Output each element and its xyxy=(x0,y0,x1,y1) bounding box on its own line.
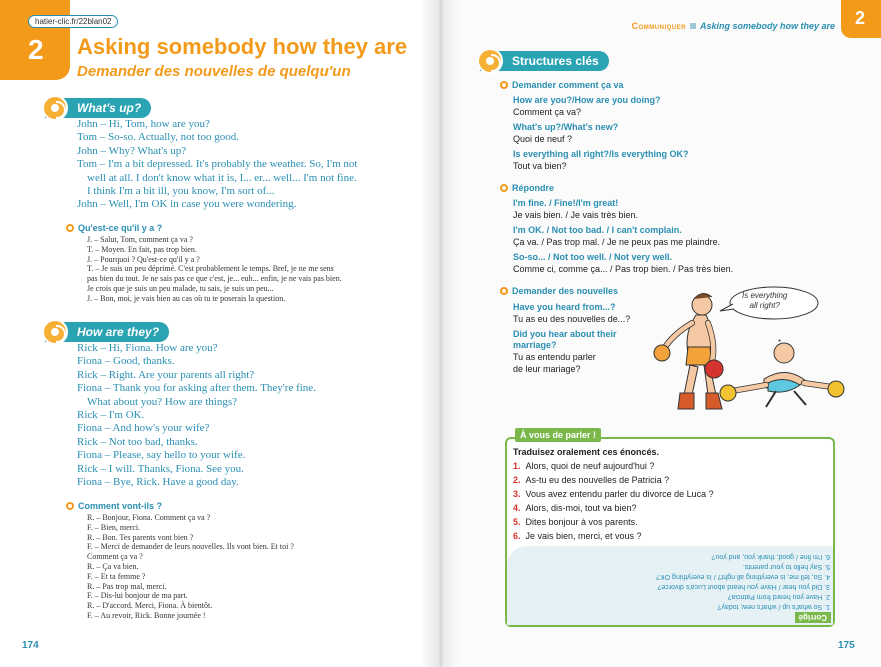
exercise-item xyxy=(513,475,669,485)
dialog-how-are-they xyxy=(77,342,316,489)
dialog-line: John – Hi, Tom, how are you? xyxy=(77,118,210,130)
page-number-left: 174 xyxy=(22,640,39,651)
speaking-exercise-label: À vous de parler ! xyxy=(515,428,601,442)
page-title: Asking somebody how they are xyxy=(77,34,408,59)
dialog-line: Tom – I'm a bit depressed. It's probably the weather. So, I'm not xyxy=(77,158,358,171)
structures-title-text: Structures clés xyxy=(512,54,599,68)
url-link[interactable]: hatier-clic.fr/22blan02 xyxy=(28,15,118,28)
dialog-line: Fiona – Good, thanks. xyxy=(77,355,175,368)
bullet-icon xyxy=(500,184,508,192)
structure-en: How are you?/How are you doing? xyxy=(513,95,661,105)
group-heading xyxy=(500,183,554,193)
group-heading-text: Répondre xyxy=(512,183,555,193)
translation-whats-up xyxy=(87,235,342,304)
item-text: Alors, dis-moi, tout va bien? xyxy=(525,503,637,513)
answer-key-label: Corrigé xyxy=(795,612,831,623)
left-page xyxy=(0,0,440,667)
section-title-whats-up[interactable] xyxy=(45,98,151,118)
item-text: Alors, quoi de neuf aujourd'hui ? xyxy=(525,461,655,471)
item-text: Je vais bien, merci, et vous ? xyxy=(525,531,642,541)
structure-en: Have you heard from...? xyxy=(513,302,616,312)
translation-line: T. – Je suis un peu déprimé. C'est probablement le temps. Bref, je ne me sens xyxy=(87,264,334,274)
item-number: 4. xyxy=(513,503,521,513)
structure-fr: Tu as entendu parler xyxy=(513,352,596,362)
dialog-line: Rick – Not too bad, thanks. xyxy=(77,435,198,448)
answer-line: 2. Have you heard from Patricia? xyxy=(727,593,830,600)
dialog-line: What about you? How are things? xyxy=(87,395,237,408)
dialog-line: Rick – Right. Are your parents all right? xyxy=(77,368,255,381)
translation-line: Comment ça va ? xyxy=(87,552,143,562)
exercise-item xyxy=(513,489,714,499)
answer-key-upside-down xyxy=(507,546,833,625)
section-title-text: What's up? xyxy=(77,101,142,115)
group-heading-text: Demander des nouvelles xyxy=(512,286,619,296)
answer-line: 6. I'm fine / good, thank you, and you? xyxy=(711,553,830,560)
translation-heading-text: Comment vont-ils ? xyxy=(78,501,163,511)
structure-fr: Tu as eu des nouvelles de...? xyxy=(513,314,631,324)
translation-heading xyxy=(66,501,162,511)
exercise-instructions: Traduisez oralement ces énoncés. xyxy=(513,447,660,457)
speaker-icon[interactable] xyxy=(477,48,503,74)
translation-line: T. – Moyen. En fait, pas trop bien. xyxy=(87,244,197,254)
bullet-icon xyxy=(500,287,508,295)
translation-line: pas bien du tout. Je ne sais pas ce que c'est, je... euh... enfin, je ne vais pas bien. xyxy=(87,274,342,284)
section-title-how-are-they[interactable] xyxy=(45,322,169,342)
page-subtitle: Demander des nouvelles de quelqu'un xyxy=(77,63,351,80)
answer-line: 3. Did you hear / Have you heard about Luca's divorce? xyxy=(657,583,830,590)
structure-fr: Quoi de neuf ? xyxy=(513,134,573,144)
group-heading xyxy=(500,286,618,296)
exercise-item xyxy=(513,461,654,471)
translation-line: F. – Merci de demander de leurs nouvelles. Ils vont bien. Et toi ? xyxy=(87,542,294,552)
bullet-icon xyxy=(500,81,508,89)
bullet-icon xyxy=(66,502,74,510)
dialog-line: Rick – Hi, Fiona. How are you? xyxy=(77,342,218,354)
item-number: 6. xyxy=(513,531,521,541)
dialog-line: John – Why? What's up? xyxy=(77,144,187,157)
dialog-line: well at all. I don't know what it is, I... er... well... I'm not fine. xyxy=(87,171,357,184)
translation-line: R. – D'accord. Merci, Fiona. À bientôt. xyxy=(87,601,213,611)
translation-how-are-they xyxy=(87,513,294,621)
item-number: 3. xyxy=(513,489,521,499)
chapter-number: 2 xyxy=(28,34,44,65)
structure-fr: Comment ça va? xyxy=(513,107,582,117)
structure-fr: Comme ci, comme ça... / Pas trop bien. / Pas très bien. xyxy=(513,264,734,274)
translation-line: R. – Ça va bien. xyxy=(87,561,139,571)
structure-en: So-so... / Not too well. / Not very well. xyxy=(513,252,673,262)
page-number-right: 175 xyxy=(838,640,855,651)
answer-line: 1. So what's up / what's new, today? xyxy=(717,603,830,610)
translation-line: R. – Bonjour, Fiona. Comment ça va ? xyxy=(87,513,211,522)
group-heading-text: Demander comment ça va xyxy=(512,80,624,90)
header-section: Communiquer xyxy=(631,21,686,31)
dialog-line: Fiona – And how's your wife? xyxy=(77,422,210,435)
item-number: 1. xyxy=(513,461,521,471)
item-text: As-tu eu des nouvelles de Patricia ? xyxy=(525,475,670,485)
structure-fr: Je vais bien. / Je vais très bien. xyxy=(513,210,639,220)
structure-en: Is everything all right?/Is everything OK? xyxy=(513,149,689,159)
dialog-line: Fiona – Thank you for asking after them. They're fine. xyxy=(77,382,316,395)
answer-line: 5. Say hello to your parents. xyxy=(742,563,830,570)
translation-line: F. – Au revoir, Rick. Bonne journée ! xyxy=(87,610,206,620)
dialog-line: I think I'm a bit ill, you know, I'm sort of... xyxy=(87,185,275,198)
translation-line: J. – Salut, Tom, comment ça va ? xyxy=(87,235,193,244)
header-topic: Asking somebody how they are xyxy=(699,21,835,31)
group-heading xyxy=(500,80,624,90)
item-number: 5. xyxy=(513,517,521,527)
structure-fr: de leur mariage? xyxy=(513,364,581,374)
dialog-line: John – Well, I'm OK in case you were wondering. xyxy=(77,198,297,211)
translation-line: J. – Pourquoi ? Qu'est-ce qu'il y a ? xyxy=(87,254,200,264)
exercise-item xyxy=(513,503,637,513)
bullet-icon xyxy=(66,224,74,232)
structure-fr: Tout va bien? xyxy=(513,161,567,171)
separator-square xyxy=(690,23,696,29)
dialog-line: Fiona – Bye, Rick. Have a good day. xyxy=(77,476,239,489)
section-title-text: How are they? xyxy=(77,325,160,339)
svg-text:*: * xyxy=(778,338,782,347)
chapter-tab xyxy=(0,0,70,80)
chapter-tab-right xyxy=(841,0,881,38)
dialog-line: Rick – I will. Thanks, Fiona. See you. xyxy=(77,462,244,475)
translation-line: F. – Dis-lui bonjour de ma part. xyxy=(87,591,188,601)
speech-bubble xyxy=(742,291,787,311)
dialog-line: Tom – So-so. Actually, not too good. xyxy=(77,131,239,144)
structure-en: I'm OK. / Not too bad. / I can't complain. xyxy=(513,225,682,235)
item-number: 2. xyxy=(513,475,521,485)
translation-line: F. – Bien, merci. xyxy=(87,522,141,532)
translation-line: F. – Et ta femme ? xyxy=(87,571,146,581)
translation-line: R. – Pas trop mal, merci. xyxy=(87,581,167,591)
bubble-line: all right? xyxy=(749,301,780,310)
boxer-illustration xyxy=(636,283,846,419)
translation-line: J. – Bon, moi, je vais bien au cas où tu te poserais la question. xyxy=(87,293,286,303)
bubble-line: Is everything xyxy=(742,291,788,300)
exercise-item xyxy=(513,531,642,541)
translation-heading-text: Qu'est-ce qu'il y a ? xyxy=(78,223,163,233)
dialog-whats-up xyxy=(77,118,357,212)
speaker-icon[interactable] xyxy=(42,95,68,121)
item-text: Dites bonjour à vos parents. xyxy=(525,517,638,527)
translation-line: R. – Bon. Tes parents vont bien ? xyxy=(87,532,194,542)
dialog-line: Rick – I'm OK. xyxy=(77,409,145,422)
item-text: Vous avez entendu parler du divorce de Luca ? xyxy=(525,489,714,499)
exercise-item xyxy=(513,517,638,527)
structure-en: marriage? xyxy=(513,340,557,350)
translation-line: Je crois que je suis un peu malade, tu sais, je suis un peu... xyxy=(87,283,274,293)
structure-fr: Ça va. / Pas trop mal. / Je ne peux pas me plaindre. xyxy=(513,237,721,247)
chapter-number-right: 2 xyxy=(855,8,866,28)
dialog-line: Fiona – Please, say hello to your wife. xyxy=(77,449,246,462)
structure-en: What's up?/What's new? xyxy=(513,122,619,132)
speaker-icon[interactable] xyxy=(42,319,68,345)
structures-cles-title[interactable] xyxy=(480,51,609,71)
running-header xyxy=(632,21,835,31)
structure-en: I'm fine. / Fine!/I'm great! xyxy=(513,198,619,208)
answer-line: 4. So, tell me, is everything all right? / Is everything OK? xyxy=(656,573,830,580)
translation-heading xyxy=(66,223,162,233)
structure-en: Did you hear about their xyxy=(513,329,617,339)
